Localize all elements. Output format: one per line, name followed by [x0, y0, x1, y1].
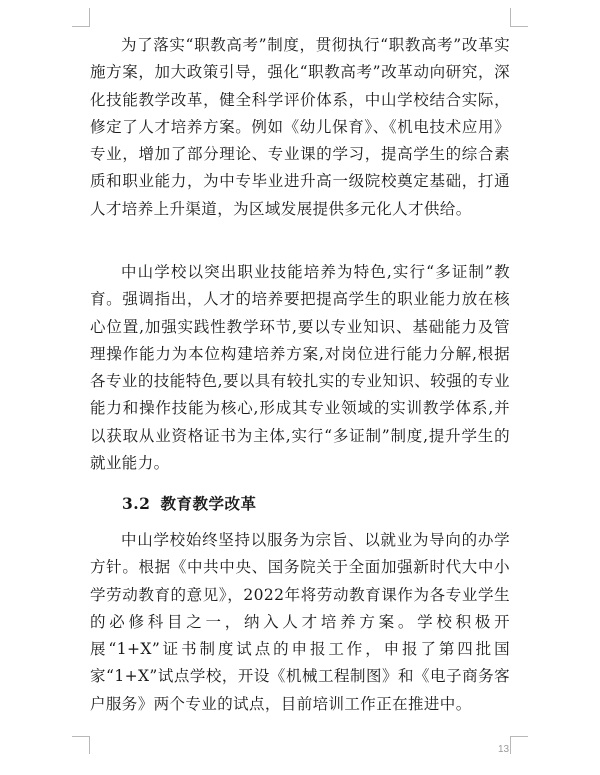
crop-mark-top-left: [89, 8, 90, 26]
crop-mark-top-right: [510, 26, 528, 27]
page-number: 13: [498, 744, 510, 755]
section-heading: [122, 492, 256, 514]
paragraph-multi-certificate: 中山学校以突出职业技能培养为特色,实行“多证制”教育。强调指出，人才的培养要把提高学生的职业能力放在核心位置,加强实践性教学环节,要以专业知识、基础能力及管理操作能力为本位构建培养方案,对岗位进行能力分解,根据各专业的技能特色,要以具有较扎实的专业知识、较强的专业能力和操作技能为核心,形成其专业领域的实训教学体系,并以获取从业资格证书为主体,实行“多证制”制度,提升学生的就业能力。: [90, 263, 510, 473]
crop-mark-bottom-left: [89, 736, 90, 754]
paragraph-education-reform: 中山学校始终坚持以服务为宗旨、以就业为导向的办学方针。根据《中共中央、国务院关于全面加强新时代大中小学劳动教育的意见》，2022年将劳动教育课作为各专业学生的必修科目之一，纳入人才培养方案。学校积极开展“1+X”证书制度试点的申报工作，申报了第四批国家“1+X”试点学校，开设《机械工程制图》和《电子商务客户服务》两个专业的试点，目前培训工作正在推进中。: [90, 531, 510, 713]
crop-mark-bottom-right: [510, 736, 511, 754]
section-title: 教育教学改革: [160, 494, 257, 513]
crop-mark-top-left: [72, 26, 90, 27]
paragraph-talent-plan: 为了落实“职教高考”制度，贯彻执行“职教高考”改革实施方案，加大政策引导，强化“职教高考”改革动向研究，深化技能教学改革，健全科学评价体系，中山学校结合实际，修定了人才培养方案。例如《幼儿保育》、《机电技术应用》专业，增加了部分理论、专业课的学习，提高学生的综合素质和职业能力，为中专毕业进升高一级院校奠定基础，打通人才培养上升渠道，为区域发展提供多元化人才供给。: [90, 36, 510, 218]
crop-mark-bottom-right: [510, 736, 528, 737]
crop-mark-top-right: [510, 8, 511, 26]
section-number: 3.2: [122, 494, 151, 513]
crop-mark-bottom-left: [72, 736, 90, 737]
